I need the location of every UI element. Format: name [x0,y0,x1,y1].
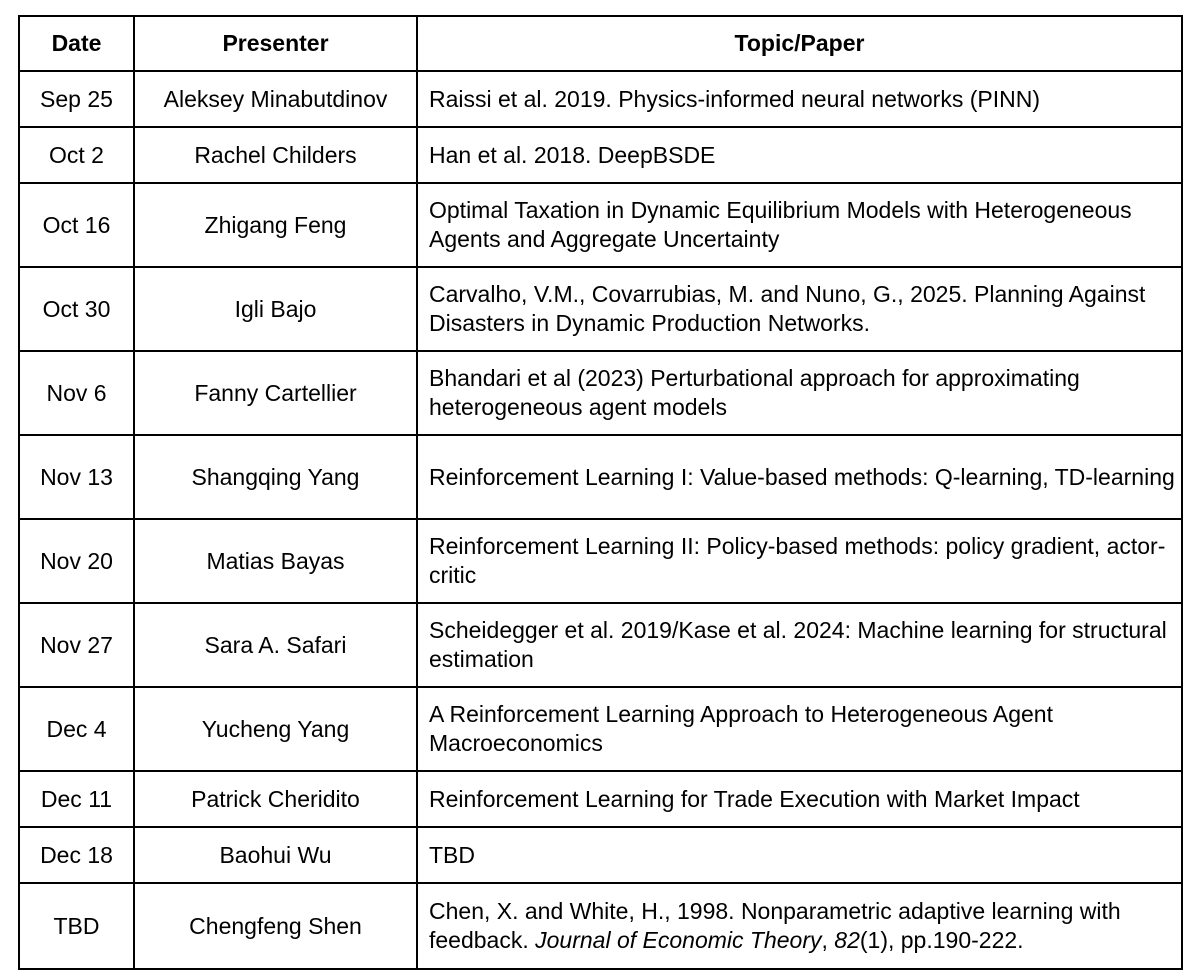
date-cell: Dec 4 [19,687,134,771]
date-cell: Nov 20 [19,519,134,603]
citation-pages: (1), pp.190-222. [859,927,1024,953]
journal-title: Journal of Economic Theory [535,927,822,953]
table-row [19,183,1182,267]
topic-cell: A Reinforcement Learning Approach to Heterogeneous Agent Macroeconomics [417,687,1182,771]
topic-cell: Bhandari et al (2023) Perturbational approach for approximating heterogeneous agent models [417,351,1182,435]
presenter-cell: Sara A. Safari [134,603,417,687]
table-row [19,71,1182,127]
date-cell: Sep 25 [19,71,134,127]
topic-cell: Reinforcement Learning II: Policy-based methods: policy gradient, actor-critic [417,519,1182,603]
table-row [19,127,1182,183]
presenter-cell: Rachel Childers [134,127,417,183]
presenter-cell: Baohui Wu [134,827,417,883]
presenter-column-header: Presenter [134,16,417,71]
topic-cell: Reinforcement Learning I: Value-based methods: Q-learning, TD-learning [417,435,1182,519]
table-row [19,603,1182,687]
table-row [19,435,1182,519]
presenter-cell: Igli Bajo [134,267,417,351]
topic-column-header: Topic/Paper [417,16,1182,71]
table-row [19,351,1182,435]
presenter-cell: Shangqing Yang [134,435,417,519]
presenter-cell: Matias Bayas [134,519,417,603]
presenter-cell: Zhigang Feng [134,183,417,267]
topic-cell [417,883,1182,969]
date-cell: Dec 11 [19,771,134,827]
presenter-cell: Yucheng Yang [134,687,417,771]
topic-cell: Optimal Taxation in Dynamic Equilibrium Models with Heterogeneous Agents and Aggregate Uncertainty [417,183,1182,267]
topic-cell: Reinforcement Learning for Trade Execution with Market Impact [417,771,1182,827]
presenter-cell: Aleksey Minabutdinov [134,71,417,127]
date-column-header: Date [19,16,134,71]
topic-cell: TBD [417,827,1182,883]
table-row [19,883,1182,969]
topic-cell: Carvalho, V.M., Covarrubias, M. and Nuno, G., 2025. Planning Against Disasters in Dynamic Production Networks. [417,267,1182,351]
journal-volume: 82 [834,927,860,953]
topic-cell: Raissi et al. 2019. Physics-informed neural networks (PINN) [417,71,1182,127]
citation-text: Chen, X. and White, H., 1998. Nonparametric adaptive learning with feedback. [429,898,1121,953]
header-row [19,16,1182,71]
table-row [19,771,1182,827]
citation-separator: , [821,927,835,953]
date-cell: Dec 18 [19,827,134,883]
date-cell: Oct 16 [19,183,134,267]
date-cell: TBD [19,883,134,969]
table-row [19,687,1182,771]
table-row [19,267,1182,351]
date-cell: Nov 6 [19,351,134,435]
date-cell: Nov 27 [19,603,134,687]
schedule-table [18,15,1183,970]
presenter-cell: Patrick Cheridito [134,771,417,827]
presenter-cell: Fanny Cartellier [134,351,417,435]
topic-cell: Scheidegger et al. 2019/Kase et al. 2024: Machine learning for structural estimation [417,603,1182,687]
presenter-cell: Chengfeng Shen [134,883,417,969]
date-cell: Nov 13 [19,435,134,519]
table-row [19,827,1182,883]
table-row [19,519,1182,603]
date-cell: Oct 2 [19,127,134,183]
topic-cell: Han et al. 2018. DeepBSDE [417,127,1182,183]
date-cell: Oct 30 [19,267,134,351]
